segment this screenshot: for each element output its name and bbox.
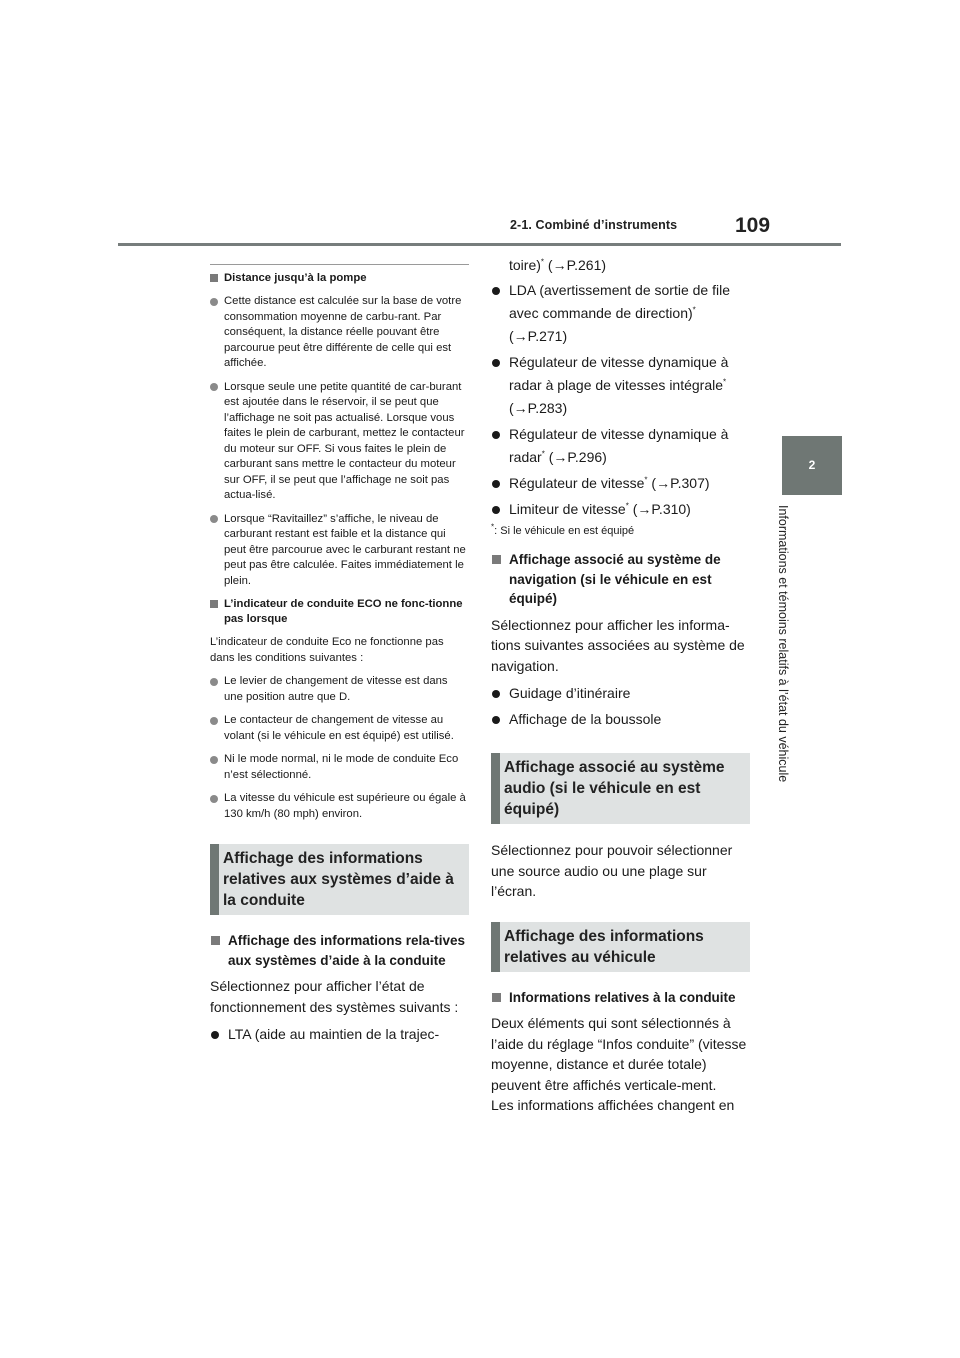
- section-rule: [210, 264, 469, 265]
- bullet-continuation: [491, 255, 750, 276]
- square-bullet-icon: [492, 555, 501, 564]
- square-bullet-icon: [210, 274, 218, 282]
- page-reference: (→P.296): [544, 449, 607, 465]
- asterisk-mark: *: [625, 501, 629, 511]
- left-column: [210, 264, 469, 1049]
- section-box-heading: Affichage des informations relatives aux systèmes d’aide à la conduite: [210, 844, 469, 915]
- bullet-text: LTA (aide au maintien de la trajec-: [228, 1026, 440, 1042]
- circle-bullet-icon: [492, 506, 500, 514]
- bullet-text: Régulateur de vitesse: [509, 475, 645, 491]
- section-title: 2-1. Combiné d’instruments: [510, 218, 678, 232]
- bullet-text: Limiteur de vitesse: [509, 501, 626, 517]
- page-number: 109: [735, 214, 771, 237]
- page-reference: (→P.283): [509, 400, 568, 416]
- circle-bullet-icon: [210, 756, 218, 764]
- header-rule: [118, 243, 841, 246]
- small-paragraph: L’indicateur de conduite Eco ne fonctionne pas dans les conditions suivantes :: [210, 636, 444, 664]
- asterisk-mark: *: [644, 475, 648, 485]
- main-heading: [210, 931, 469, 970]
- circle-bullet-icon: [210, 298, 218, 306]
- main-paragraph: Sélectionnez pour afficher l’état de fonctionnement des systèmes suivants :: [210, 978, 459, 1015]
- section-box-heading: Affichage associé au système audio (si le véhicule en est équipé): [491, 753, 750, 824]
- heading-text: Distance jusqu’à la pompe: [224, 272, 367, 284]
- heading-text: Affichage associé au système de navigation (si le véhicule en est équipé): [509, 552, 721, 606]
- small-heading: [210, 597, 469, 627]
- circle-bullet-icon: [210, 795, 218, 803]
- main-bullet: [491, 682, 750, 705]
- circle-bullet-icon: [210, 515, 218, 523]
- bullet-text: Régulateur de vitesse dynamique à radar à plage de vitesses intégrale: [509, 354, 729, 393]
- heading-text: Affichage des informations rela-tives aux systèmes d’aide à la conduite: [228, 933, 466, 968]
- circle-bullet-icon: [211, 1031, 219, 1039]
- main-paragraph: Les informations affichées changent en: [491, 1097, 735, 1113]
- main-bullet: [491, 423, 750, 469]
- small-bullet: [210, 294, 469, 372]
- section-box-heading: Affichage des informations relatives au véhicule: [491, 922, 750, 972]
- circle-bullet-icon: [492, 359, 500, 367]
- chapter-tab: 2: [782, 436, 842, 495]
- asterisk-mark: *: [541, 449, 545, 459]
- circle-bullet-icon: [210, 717, 218, 725]
- circle-bullet-icon: [492, 690, 500, 698]
- main-paragraph: Deux éléments qui sont sélectionnés à l’aide du réglage “Infos conduite” (vitesse moyenne, distance et durée totale) peuvent être affichés verticale-ment.: [491, 1015, 747, 1093]
- main-bullet: [491, 708, 750, 731]
- right-column: [491, 255, 750, 1122]
- small-bullet: [210, 713, 469, 744]
- small-bullet: [210, 512, 469, 590]
- circle-bullet-icon: [210, 678, 218, 686]
- main-bullet: [491, 279, 750, 348]
- page-reference: (→P.271): [509, 328, 568, 344]
- main-heading: [491, 550, 750, 609]
- heading-text: L’indicateur de conduite ECO ne fonc-tionne pas lorsque: [224, 598, 463, 625]
- asterisk-mark: *: [692, 305, 696, 315]
- small-bullet: [210, 380, 469, 504]
- circle-bullet-icon: [492, 431, 500, 439]
- bullet-text: La vitesse du véhicule est supérieure ou égale à 130 km/h (80 mph) environ.: [224, 792, 466, 820]
- small-bullet: [210, 752, 469, 783]
- small-bullet: [210, 674, 469, 705]
- circle-bullet-icon: [210, 383, 218, 391]
- footnote-text: : Si le véhicule en est équipé: [494, 525, 635, 537]
- main-bullet: [491, 351, 750, 420]
- circle-bullet-icon: [492, 716, 500, 724]
- square-bullet-icon: [492, 993, 501, 1002]
- heading-text: Informations relatives à la conduite: [509, 989, 736, 1005]
- asterisk-mark: *: [491, 522, 495, 532]
- square-bullet-icon: [211, 936, 220, 945]
- asterisk-mark: *: [540, 257, 545, 267]
- circle-bullet-icon: [492, 287, 500, 295]
- bullet-text: Cette distance est calculée sur la base de votre consommation moyenne de carbu-rant. Par conséquent, la distance réelle pouvant être parcourue peut être différente de celle qui est affichée.: [224, 295, 462, 369]
- bullet-text: toire): [509, 257, 541, 273]
- main-bullet: [491, 498, 750, 521]
- chapter-vertical-title: Informations et témoins relatifs à l’état du véhicule: [776, 505, 790, 783]
- main-bullet: [491, 472, 750, 495]
- bullet-text: Régulateur de vitesse dynamique à radar: [509, 426, 729, 465]
- footnote: [491, 524, 750, 538]
- bullet-text: Affichage de la boussole: [509, 711, 662, 727]
- main-paragraph: Sélectionnez pour pouvoir sélectionner une source audio ou une plage sur l’écran.: [491, 842, 733, 899]
- bullet-text: Guidage d’itinéraire: [509, 685, 631, 701]
- small-heading: [210, 271, 469, 286]
- page-reference: (→P.261): [544, 257, 607, 273]
- main-bullet: [210, 1023, 469, 1046]
- page-reference: (→P.307): [647, 475, 710, 491]
- main-heading: [491, 988, 750, 1008]
- main-paragraph: Sélectionnez pour afficher les informa-tions suivantes associées au système de navigation.: [491, 616, 745, 674]
- bullet-text: Ni le mode normal, ni le mode de conduite Eco n’est sélectionné.: [224, 753, 459, 781]
- asterisk-mark: *: [723, 377, 727, 387]
- small-bullet: [210, 791, 469, 822]
- bullet-text: Lorsque “Ravitaillez” s’affiche, le niveau de carburant restant est faible et la distance qui peut être parcourue avec le carburant restant ne peut pas être calculée. Faites immédiatement le plein.: [224, 512, 466, 587]
- bullet-text: Le levier de changement de vitesse est dans une position autre que D.: [224, 675, 448, 703]
- bullet-text: Lorsque seule une petite quantité de car-burant est ajoutée dans le réservoir, il se peut que l’affichage ne soit pas actualisé. Lorsque vous faites le plein de carburant, mettez le contacteur du moteur sur OFF. Si vous faites le plein de carburant sans mettre le contacteur du moteur sur OFF, il se peut que l’affichage ne soit pas actua-lisé.: [224, 380, 465, 501]
- bullet-text: Le contacteur de changement de vitesse au volant (si le véhicule en est équipé) est utilisé.: [224, 714, 454, 742]
- circle-bullet-icon: [492, 480, 500, 488]
- bullet-text: LDA (avertissement de sortie de file avec commande de direction): [509, 282, 730, 321]
- square-bullet-icon: [210, 600, 218, 608]
- page-reference: (→P.310): [628, 501, 691, 517]
